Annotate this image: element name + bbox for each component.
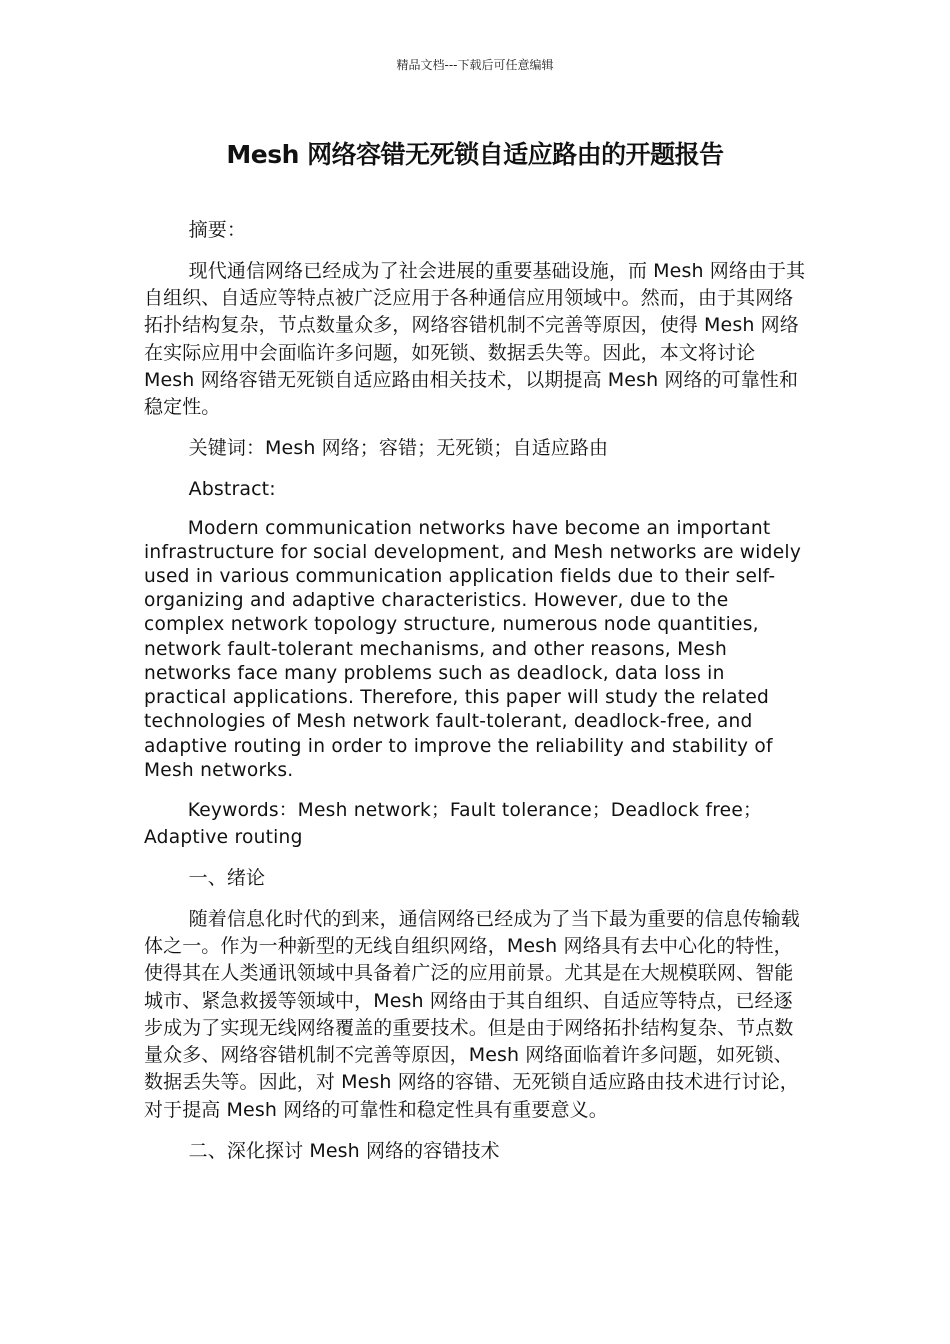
document-body [144,217,806,1178]
abstract-en-paragraph: Modern communication networks have become an important infrastructure for social development, and Mesh networks are widely used in various communication application fields due to their self-organizing and adaptive characteristics. However, due to the complex network topology structure, numerous node quantities, network fault-tolerant mechanisms, and other reasons, Mesh networks face many problems such as deadlock, data loss in practical applications. Therefore, this paper will study the related technologies of Mesh network fault-tolerant, deadlock-free, and adaptive routing in order to improve the reliability and stability of Mesh networks. [144,517,802,781]
abstract-paragraph: 现代通信网络已经成为了社会进展的重要基础设施，而 Mesh 网络由于其自组织、自适应等特点被广泛应用于各种通信应用领域中。然而，由于其网络拓扑结构复杂，节点数量众多，网络容错机制不完善等原因，使得 Mesh 网络在实际应用中会面临许多问题，如死锁、数据丢失等。因此，本文将讨论 Mesh 网络容错无死锁自适应路由相关技术，以期提高 Mesh 网络的可靠性和稳定性。 [144,259,806,419]
section-heading-fault-tolerance: 二、深化探讨 Mesh 网络的容错技术 [188,1139,500,1162]
section-heading-introduction: 一、绪论 [188,866,266,889]
abstract-en-label: Abstract: [188,477,276,500]
introduction-paragraph: 随着信息化时代的到来，通信网络已经成为了当下最为重要的信息传输载体之一。作为一种新型的无线自组织网络，Mesh 网络具有去中心化的特性，使得其在人类通讯领域中具备着广泛的应用前景。尤其是在大规模联网、智能城市、紧急救援等领域中，Mesh 网络由于其自组织、自适应等特点，已经逐步成为了实现无线网络覆盖的重要技术。但是由于网络拓扑结构复杂、节点数量众多、网络容错机制不完善等原因，Mesh 网络面临着许多问题，如死锁、数据丢失等。因此，对 Mesh 网络的容错、无死锁自适应路由技术进行讨论，对于提高 Mesh 网络的可靠性和稳定性具有重要意义。 [144,907,800,1121]
abstract-label: 摘要： [188,219,246,241]
keywords-chinese: 关键词：Mesh 网络；容错；无死锁；自适应路由 [188,437,609,460]
header-note: 精品文档---下载后可任意编辑 [396,58,554,72]
keywords-english: Keywords：Mesh network；Fault tolerance；Deadlock free；Adaptive routing [144,799,762,848]
document-title: Mesh 网络容错无死锁自适应路由的开题报告 [226,140,724,169]
